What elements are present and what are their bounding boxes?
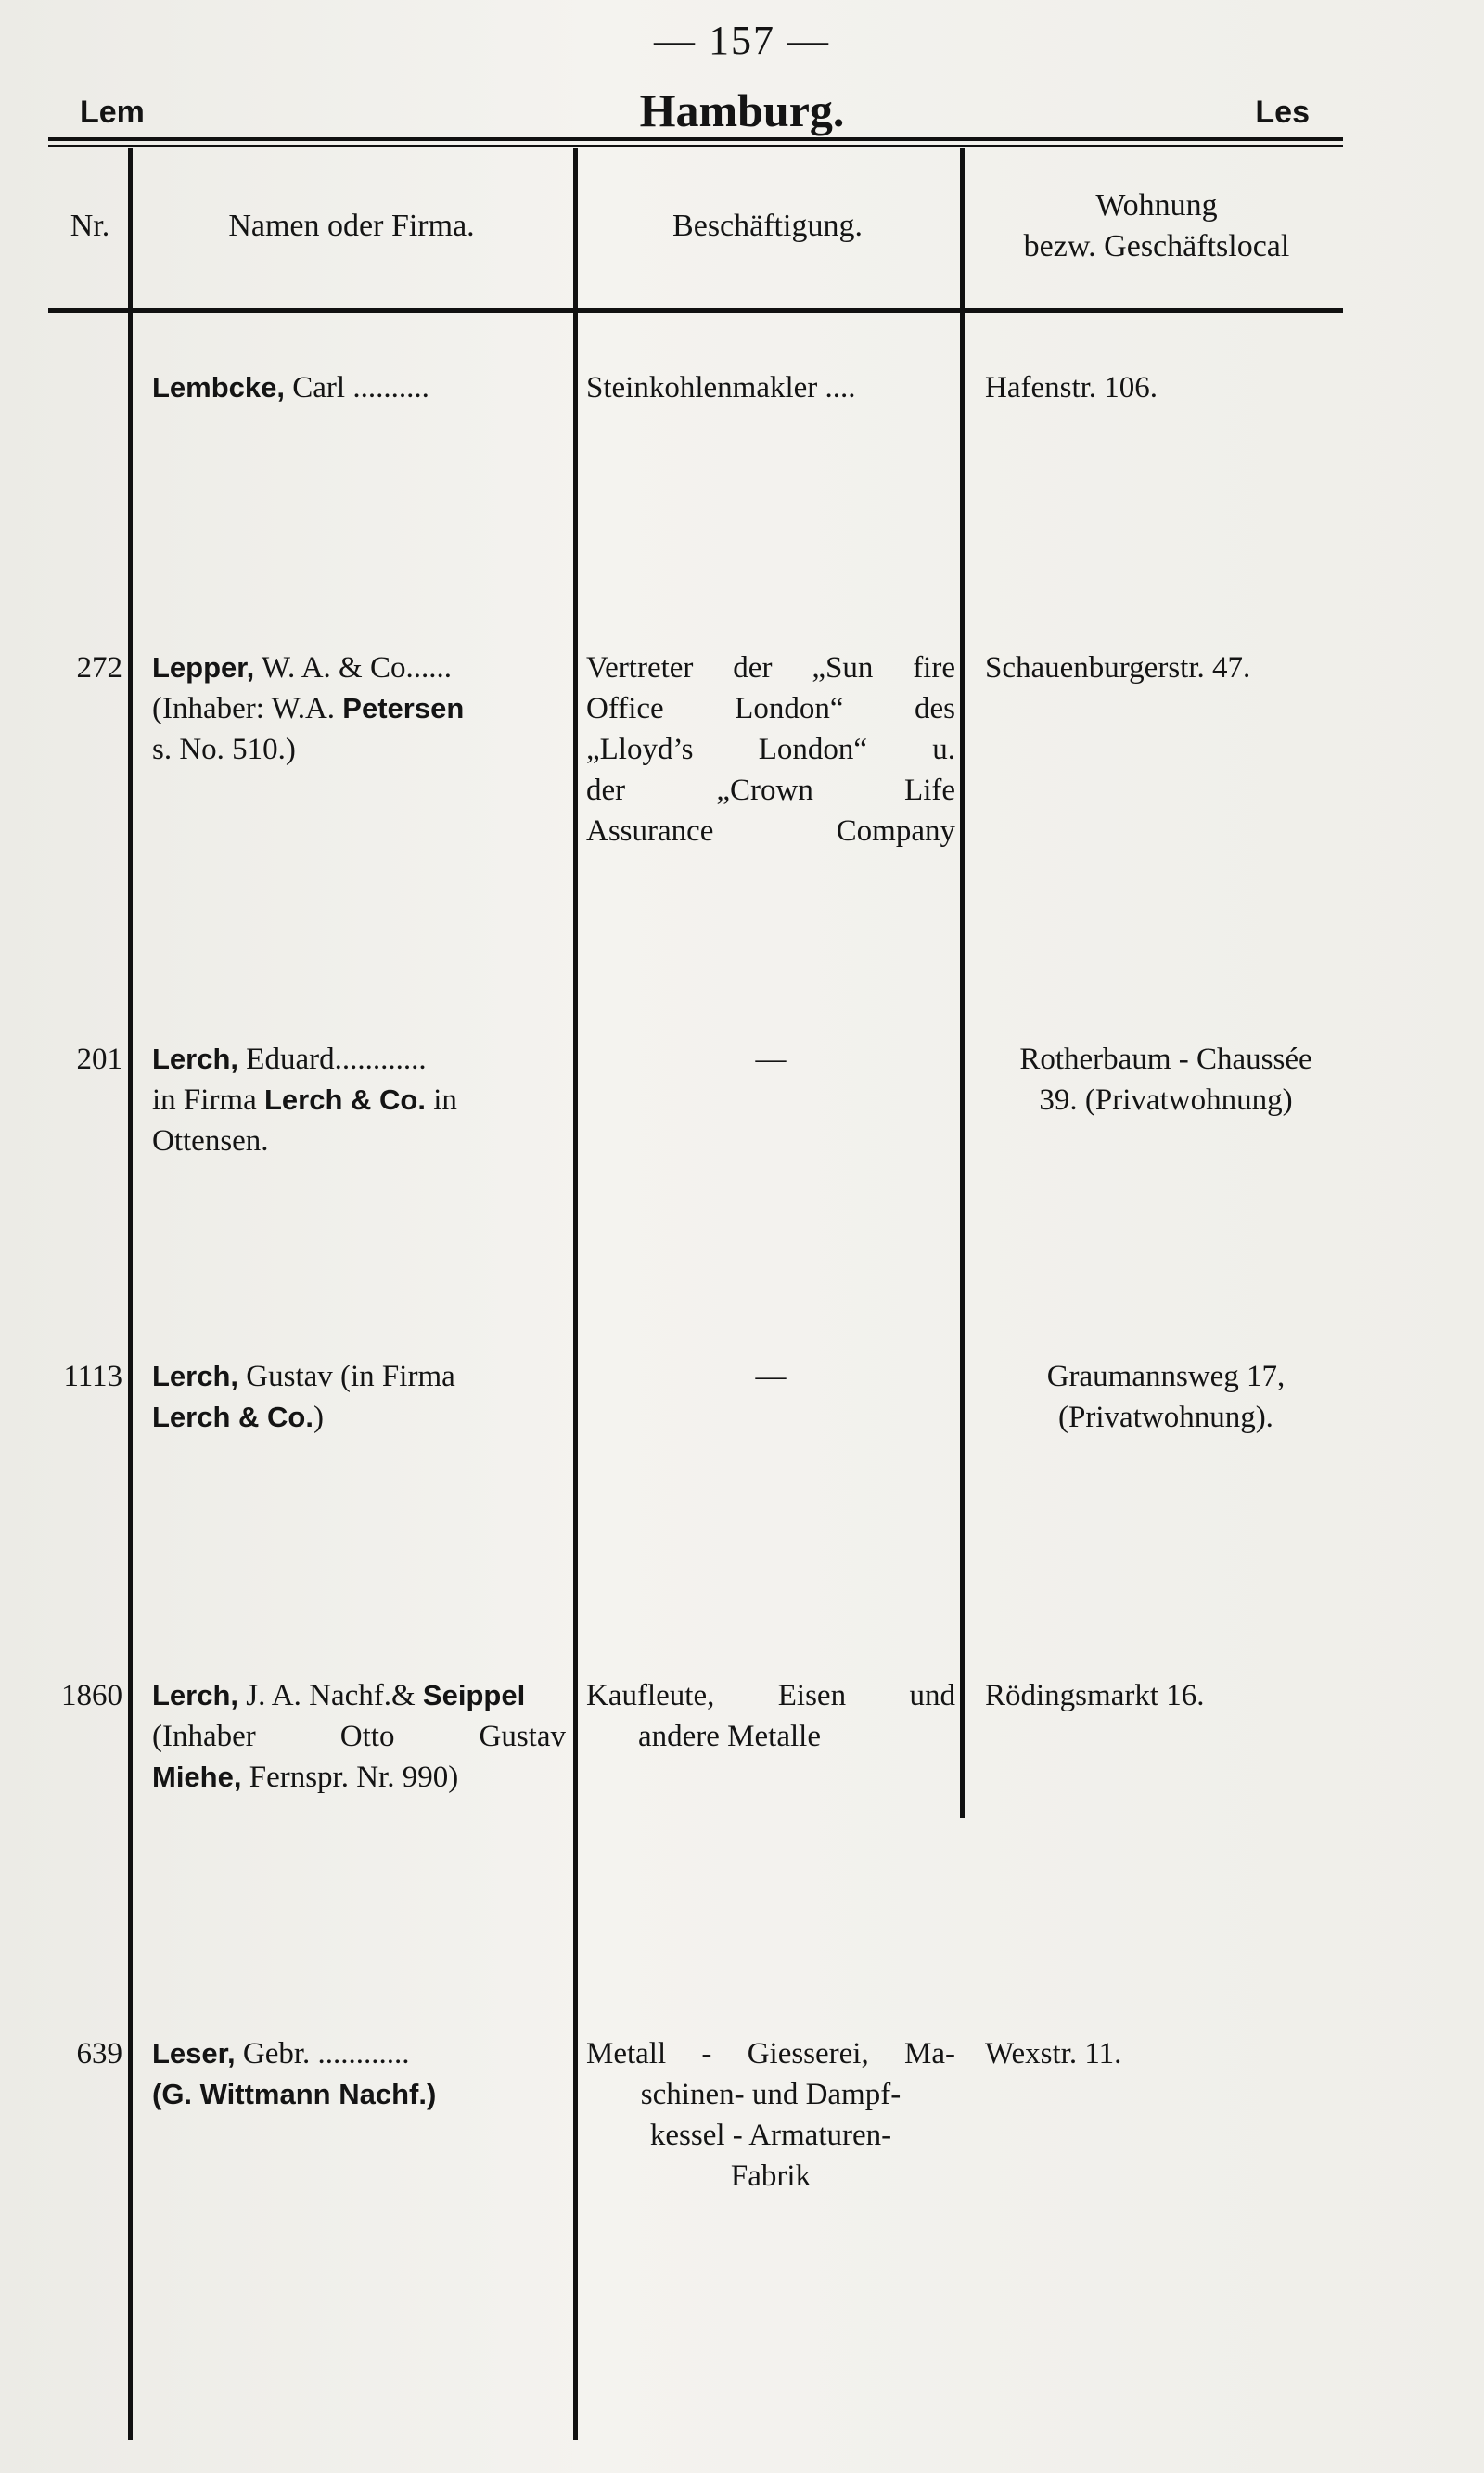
entry-wohnung [985, 367, 1347, 408]
entry-besch-line: Office London“ des [586, 692, 955, 725]
entry-name-bold: Lerch, [152, 1360, 239, 1392]
entry-nr: 272 [76, 651, 122, 685]
entry-besch-line: Kaufleute, Eisen und [586, 1679, 955, 1712]
entry-name [152, 1675, 566, 1798]
entry-name-bold-3: Seippel [422, 1679, 526, 1711]
entry-beschaeftigung [586, 1039, 955, 1080]
entry-name [152, 1356, 566, 1438]
entry-wohnung [985, 1675, 1347, 1716]
entry-name-rest: Eduard............ [238, 1043, 427, 1076]
column-header-rule [48, 308, 1343, 313]
entry-wohnung [985, 1356, 1347, 1438]
entry-wohnung [985, 1039, 1347, 1121]
header-rule-thin [48, 145, 1343, 147]
entry-wohn-line: Schauenburgerstr. 47. [985, 651, 1251, 685]
entry-name-rest: Gustav (in Firma [238, 1360, 455, 1393]
entry-wohnung [985, 2033, 1347, 2074]
entry-besch-line: Assurance Company [586, 814, 955, 848]
column-header-wohnung-line1: Wohnung [1095, 188, 1218, 223]
page-number: — 157 — [654, 18, 830, 63]
entry-name-bold-2: Lerch & Co. [152, 1401, 313, 1433]
column-divider-3 [960, 148, 965, 1818]
entry-name-bold: Lerch, [152, 1679, 239, 1711]
entry-besch-line: andere Metalle [638, 1720, 821, 1753]
entry-nr: 201 [76, 1043, 122, 1076]
entry-name-bold: Lepper, [152, 651, 255, 684]
entry-besch-line: Steinkohlenmakler .... [586, 371, 856, 404]
entry-name [152, 2033, 566, 2115]
entry-besch-line: schinen- und Dampf- [640, 2078, 902, 2111]
entry-nr: 639 [76, 2037, 122, 2070]
entry-name [152, 647, 566, 770]
entry-besch-line: Metall - Giesserei, Ma- [586, 2037, 955, 2070]
header-rule [48, 137, 1343, 141]
column-header-nr: Nr. [70, 209, 110, 243]
entry-name-rest: Carl .......... [285, 371, 429, 404]
entry-besch-line: kessel - Armaturen- [649, 2119, 892, 2152]
entry-name-bold: Leser, [152, 2037, 236, 2069]
column-divider-1 [128, 148, 133, 2440]
entry-besch-dash: — [755, 1043, 787, 1076]
right-running-key: Les [1255, 95, 1310, 130]
entry-name-rest: J. A. Nachf.& [238, 1679, 423, 1712]
entry-wohn-line: 39. (Privatwohnung) [1039, 1083, 1293, 1117]
entry-besch-dash: — [755, 1360, 787, 1393]
entry-name [152, 1039, 566, 1161]
entry-beschaeftigung [586, 367, 955, 408]
entry-besch-line: der „Crown Life [586, 774, 955, 807]
entry-name-line2-end: in [425, 1083, 457, 1117]
entry-besch-line: „Lloyd’s London“ u. [586, 733, 955, 766]
entry-name-line2-end: ) [313, 1401, 324, 1434]
entry-name-bold: Lerch, [152, 1043, 239, 1075]
column-divider-2 [573, 148, 578, 2440]
column-header-beschaeftigung: Beschäftigung. [672, 209, 863, 243]
entry-beschaeftigung [586, 1356, 955, 1397]
entry-name-rest: Gebr. ............ [235, 2037, 410, 2070]
entry-besch-line: Fabrik [730, 2159, 812, 2193]
entry-wohn-line: Rotherbaum - Chaussée [1019, 1043, 1312, 1076]
entry-name-bold-2: (G. Wittmann Nachf.) [152, 2078, 437, 2110]
entry-name-bold-2: Lerch & Co. [264, 1083, 426, 1116]
entry-wohn-line: Hafenstr. 106. [985, 371, 1158, 404]
entry-wohn-line: Wexstr. 11. [985, 2037, 1122, 2070]
city-heading: Hamburg. [639, 84, 845, 136]
entry-name-line2: (Inhaber Otto Gustav [152, 1720, 566, 1753]
entry-nr: 1860 [61, 1679, 122, 1712]
entry-wohn-line: Rödingsmarkt 16. [985, 1679, 1205, 1712]
entry-name-bold-2: Petersen [342, 692, 465, 724]
entry-wohn-line: (Privatwohnung). [1058, 1401, 1273, 1434]
entry-name-line3: Ottensen. [152, 1124, 269, 1158]
entry-beschaeftigung [586, 2033, 955, 2197]
entry-wohn-line: Graumannsweg 17, [1046, 1360, 1286, 1393]
column-header-name: Namen oder Firma. [228, 209, 475, 243]
entry-name-rest: W. A. & Co...... [254, 651, 452, 685]
entry-nr: 1113 [63, 1360, 122, 1393]
entry-beschaeftigung [586, 647, 955, 852]
entry-name [152, 367, 566, 408]
entry-name-line2: (Inhaber: W.A. [152, 692, 343, 725]
column-header-wohnung-line2: bezw. Geschäftslocal [1023, 229, 1290, 263]
left-running-key: Lem [80, 95, 145, 130]
column-header-wohnung [966, 186, 1347, 267]
entry-name-line2: in Firma [152, 1083, 264, 1117]
entry-name-bold-2: Miehe, [152, 1761, 242, 1793]
entry-wohnung [985, 647, 1347, 688]
entry-besch-line: Vertreter der „Sun fire [586, 651, 955, 685]
entry-beschaeftigung [586, 1675, 955, 1757]
entry-name-line3: s. No. 510.) [152, 733, 296, 766]
entry-name-line3: Fernspr. Nr. 990) [241, 1761, 459, 1794]
entry-name-bold: Lembcke, [152, 371, 286, 404]
